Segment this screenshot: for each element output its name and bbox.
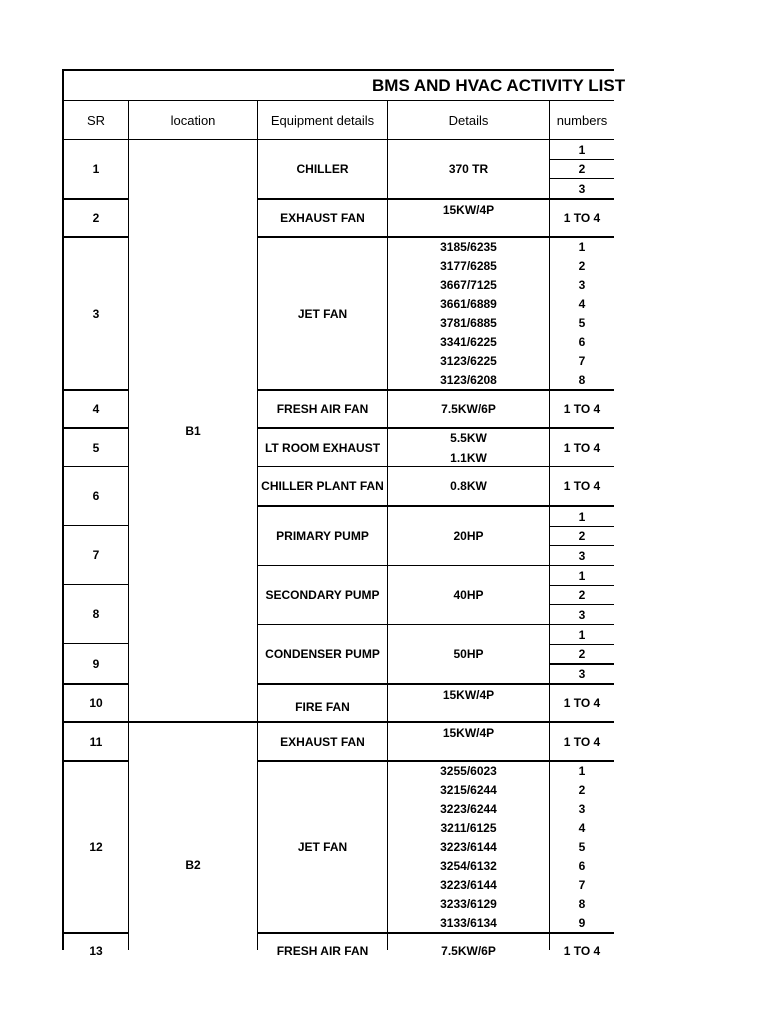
detail-item: 3233/6129 [440,896,497,911]
table-row-sr: 1 [92,162,100,176]
border-line [62,69,64,950]
detail-item: 3223/6144 [440,839,497,854]
table-row-number: 3 [578,667,586,681]
grid-line [257,624,614,625]
grid-line [63,427,129,429]
detail-item: 3215/6244 [440,782,497,797]
grid-line [257,389,614,391]
header-equipment-details: Equipment details [270,112,375,128]
table-row-number: 1 [578,509,586,524]
table-row-number: 3 [578,181,586,196]
grid-line [63,643,129,644]
table-row-equipment: LT ROOM EXHAUST [264,440,381,455]
table-row-numbers: 1 TO 4 [563,696,601,710]
table-row-sr: 5 [92,440,100,455]
table-row-numbers: 1 TO 4 [563,479,601,493]
grid-line [257,198,614,200]
grid-line [549,178,614,179]
number-item: 7 [578,353,586,368]
table-row-sr: 4 [92,402,100,416]
table-row-sr: 7 [92,548,100,562]
table-row-sr: 6 [92,489,100,503]
header-location: location [170,112,216,128]
table-row-equipment: SECONDARY PUMP [265,588,380,602]
table-row-equipment: CHILLER [296,162,349,176]
detail-item: 3123/6208 [440,372,497,387]
table-row-numbers: 1 TO 4 [563,211,601,225]
table-row-details: 20HP [453,529,484,543]
detail-item: 3177/6285 [440,258,497,273]
grid-line [63,100,614,101]
table-row-numbers: 1 TO 4 [563,734,601,749]
detail-item: 3781/6885 [440,315,497,330]
number-item: 6 [578,858,586,873]
number-item: 6 [578,334,586,349]
grid-line [63,466,129,467]
grid-line [387,100,388,950]
table-row-details-list [388,762,549,932]
grid-line [63,525,129,526]
number-item: 5 [578,315,586,330]
number-item: 1 [578,763,586,778]
grid-line [63,932,129,934]
table-row-equipment: FIRE FAN [295,700,350,714]
grid-line [257,760,614,762]
location-b2: B2 [185,857,201,872]
detail-item: 3133/6134 [440,915,497,930]
grid-line [549,585,614,586]
grid-line [63,683,129,685]
location-b1: B1 [185,424,201,438]
table-row-sr: 10 [89,696,103,710]
header-sr: SR [86,112,106,128]
header-details: Details [448,112,489,128]
table-row-equipment: EXHAUST FAN [280,734,365,749]
table-row-number: 2 [578,588,586,602]
table-row-number: 1 [578,627,586,642]
table-row-equipment: JET FAN [297,840,348,854]
table-row-number: 2 [578,647,586,661]
table-row-sr: 9 [92,656,100,671]
detail-item: 3123/6225 [440,353,497,368]
table-row-numbers: 1 TO 4 [563,944,601,958]
table-row-number: 2 [578,529,586,543]
table-title: BMS AND HVAC ACTIVITY LIST [372,76,626,95]
table-row-number: 1 [578,568,586,583]
grid-line [549,545,614,546]
table-row-details: 370 TR [448,162,489,176]
table-row-details: 15KW/4P [442,688,495,702]
grid-line [257,505,614,507]
grid-line [257,100,258,950]
number-item: 4 [578,820,586,835]
table-row-equipment: EXHAUST FAN [280,211,365,225]
detail-item: 1.1KW [450,450,487,465]
detail-item: 3661/6889 [440,296,497,311]
table-row-sr: 3 [92,306,100,321]
grid-line [257,565,614,566]
table-row-sr: 12 [89,840,103,854]
number-item: 9 [578,915,586,930]
number-item: 4 [578,296,586,311]
table-row-details: 40HP [453,588,484,602]
table-row-numbers: 1 TO 4 [563,402,601,416]
detail-item: 3211/6125 [440,820,497,835]
number-item: 5 [578,839,586,854]
number-item: 8 [578,896,586,911]
table-row-details: 7.5KW/6P [441,402,496,416]
number-item: 1 [578,239,586,254]
grid-line [549,644,614,645]
table-row-number: 3 [578,548,586,563]
grid-line [257,427,614,429]
table-row-equipment: FRESH AIR FAN [276,944,369,958]
table-row-details-list [388,429,549,466]
table-row-details: 15KW/4P [442,203,495,217]
number-item: 3 [578,801,586,816]
detail-item: 3255/6023 [440,763,497,778]
table-row-equipment: JET FAN [297,306,348,321]
grid-line [257,683,614,685]
table-row-number: 2 [578,162,586,176]
grid-line [549,159,614,160]
number-item: 2 [578,782,586,797]
detail-item: 3341/6225 [440,334,497,349]
table-row-number: 1 [578,142,586,157]
grid-line [549,604,614,605]
detail-item: 3185/6235 [440,239,497,254]
table-row-numbers-list [550,762,614,932]
header-numbers: numbers [556,112,608,128]
grid-line [63,139,614,140]
table-row-details: 7.5KW/6P [441,944,496,958]
table-row-details: 0.8KW [450,479,487,493]
number-item: 3 [578,277,586,292]
grid-line [257,932,614,934]
grid-line [257,236,614,238]
border-line [63,69,614,71]
grid-line [63,760,129,762]
grid-line [63,198,129,200]
table-row-numbers-list [550,238,614,389]
grid-line [63,584,129,585]
grid-line [63,389,129,391]
table-row-numbers: 1 TO 4 [563,440,601,455]
grid-line [549,663,614,665]
detail-item: 3667/7125 [440,277,497,292]
table-row-equipment: FRESH AIR FAN [276,402,369,416]
grid-line [63,236,129,238]
detail-item: 3223/6144 [440,877,497,892]
table-row-sr: 11 [89,734,103,749]
number-item: 2 [578,258,586,273]
grid-line [63,721,614,723]
table-row-sr: 13 [89,944,103,958]
table-row-details-list [388,238,549,389]
table-row-equipment: CHILLER PLANT FAN [261,479,384,493]
table-row-equipment: PRIMARY PUMP [276,529,369,543]
grid-line [257,466,614,467]
detail-item: 3254/6132 [440,858,497,873]
table-row-details: 15KW/4P [442,726,495,740]
table-row-number: 3 [578,607,586,622]
number-item: 7 [578,877,586,892]
table-row-equipment: CONDENSER PUMP [265,647,380,661]
table-row-sr: 8 [92,607,100,621]
grid-line [549,100,550,950]
grid-line [549,526,614,527]
table-row-sr: 2 [92,211,100,225]
number-item: 8 [578,372,586,387]
detail-item: 5.5KW [450,430,487,445]
detail-item: 3223/6244 [440,801,497,816]
table-row-details: 50HP [453,647,484,661]
